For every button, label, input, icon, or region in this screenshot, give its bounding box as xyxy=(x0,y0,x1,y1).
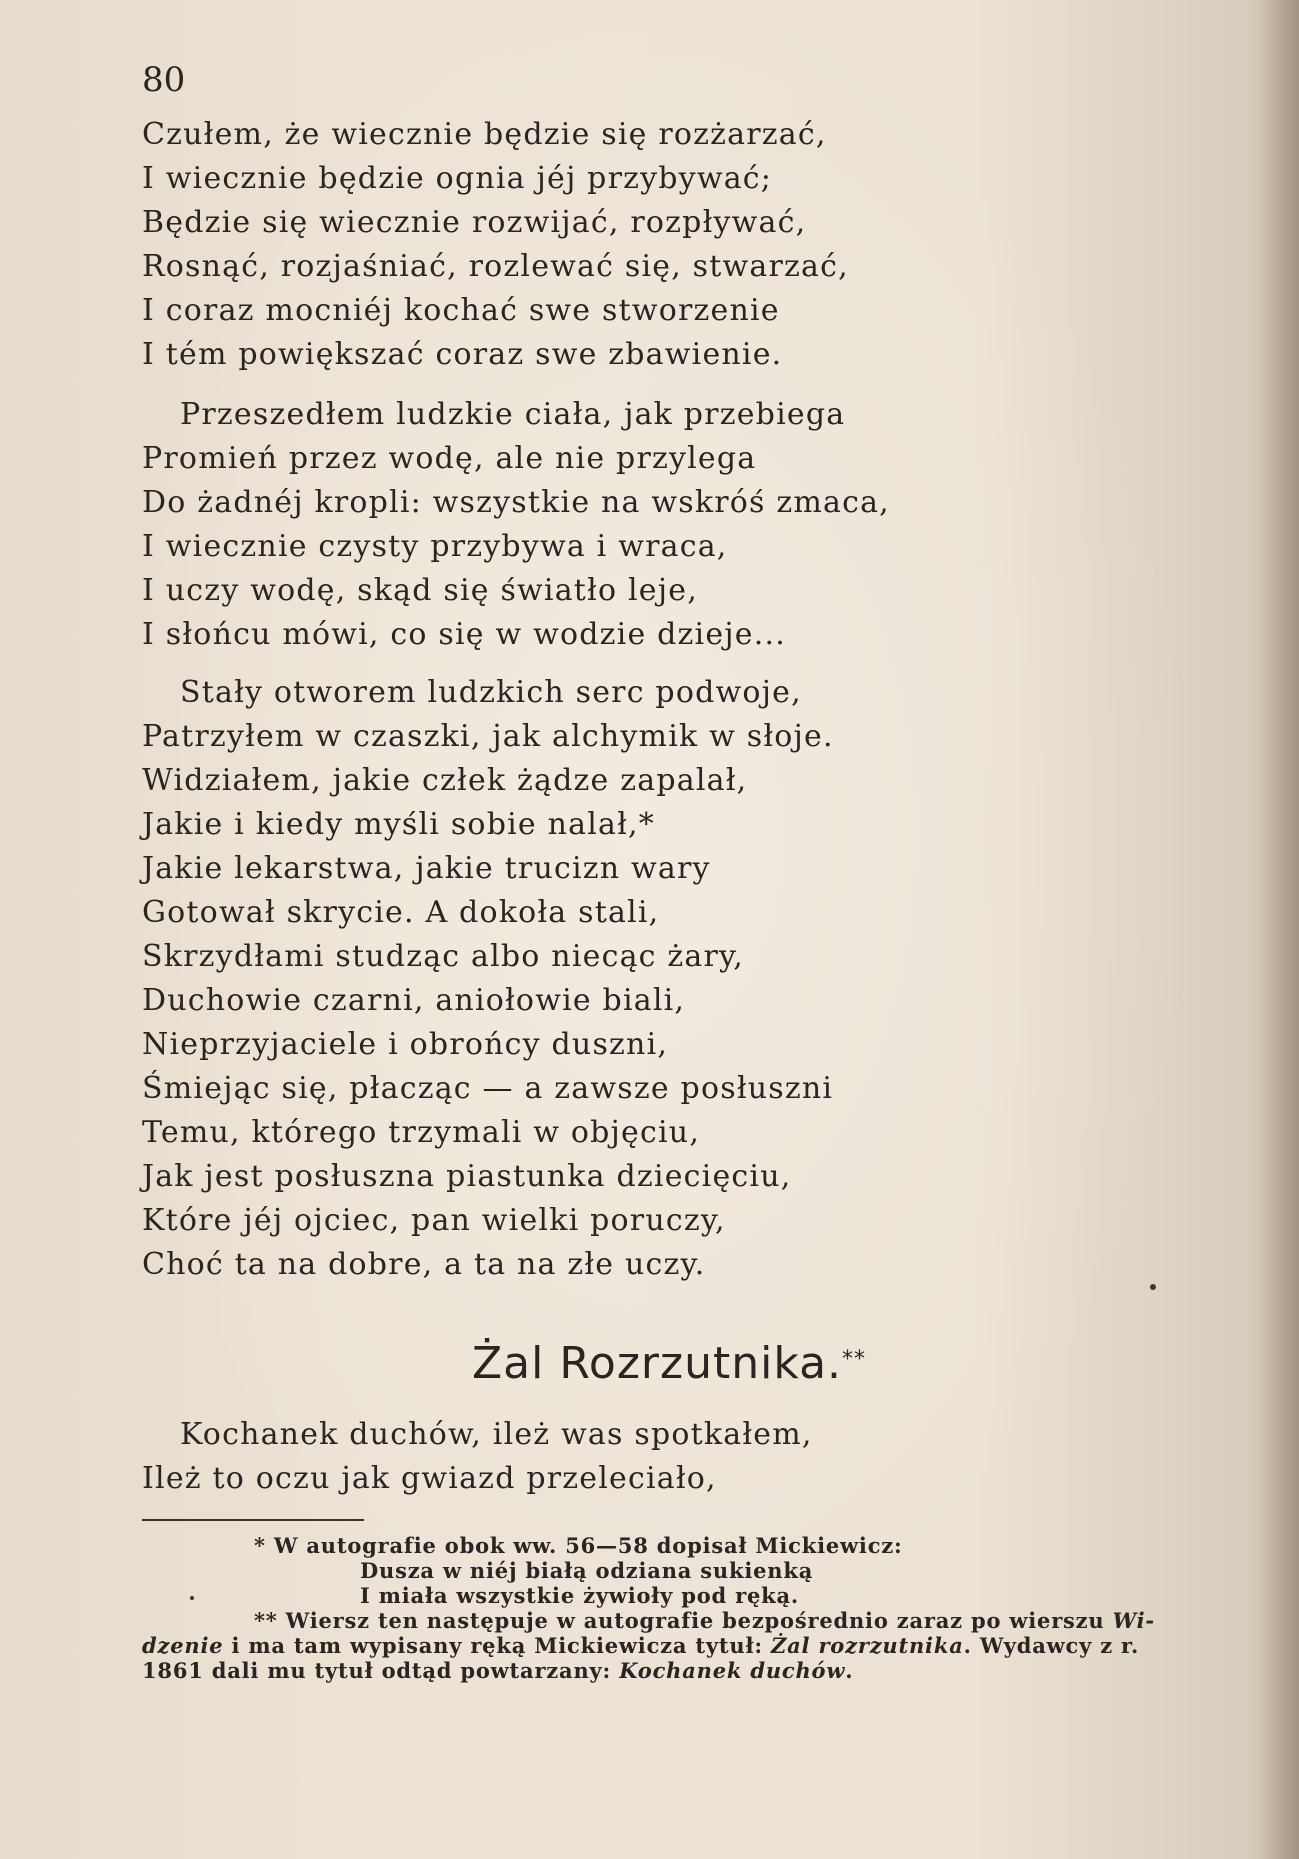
verse-line: Temu, którego trzymali w objęciu, xyxy=(142,1115,701,1150)
verse-line: I tém powiększać coraz swe zbawienie. xyxy=(142,337,783,372)
footnote-text: ** Wiersz ten następuje w autografie bezpośrednio zaraz po wierszu xyxy=(254,1608,1113,1633)
footnote-marker: ** xyxy=(842,1347,867,1372)
verse-line: Patrzyłem w czaszki, jak alchymik w słoje. xyxy=(142,719,834,754)
footnote-quote-line: Dusza w niéj białą odziana sukienką xyxy=(360,1558,814,1583)
verse-line: Które jéj ojciec, pan wielki poruczy, xyxy=(142,1203,726,1238)
page-edge-shadow xyxy=(1259,0,1299,1859)
poem-title xyxy=(472,1336,866,1392)
verse-line: Nieprzyjaciele i obrońcy duszni, xyxy=(142,1027,669,1062)
stanza-3 xyxy=(142,671,834,1287)
footnote-text: 1861 dali mu tytuł odtąd powtarzany: xyxy=(142,1658,620,1683)
footnote-text: . xyxy=(845,1658,854,1683)
footnote-italic: Wi- xyxy=(1112,1608,1155,1633)
verse-line: Przeszedłem ludzkie ciała, jak przebiega xyxy=(180,397,846,432)
footnote-1: * W autografie obok ww. 56—58 dopisał Mickiewicz: xyxy=(254,1533,903,1558)
verse-line: Promień przez wodę, ale nie przylega xyxy=(142,441,757,476)
verse-line: Gotował skrycie. A dokoła stali, xyxy=(142,895,660,930)
footnote-quote-line: I miała wszystkie żywioły pod ręką. xyxy=(360,1583,800,1608)
verse-line: I coraz mocniéj kochać swe stworzenie xyxy=(142,293,780,328)
poem-opening-stanza xyxy=(142,1413,813,1501)
footnote-italic: dzenie xyxy=(142,1633,224,1658)
poem-title-text: Żal Rozrzutnika. xyxy=(472,1338,843,1389)
verse-line: Będzie się wiecznie rozwijać, rozpływać, xyxy=(142,205,807,240)
footnote-2-line xyxy=(142,1658,1252,1683)
verse-line: Do żadnéj kropli: wszystkie na wskróś zmaca, xyxy=(142,485,890,520)
verse-line: Śmiejąc się, płacząc — a zawsze posłuszni xyxy=(142,1071,834,1106)
verse-line: Widziałem, jakie człek żądze zapalał, xyxy=(142,763,748,798)
footnote-italic: Kochanek duchów xyxy=(619,1658,846,1683)
verse-line: I wiecznie będzie ognia jéj przybywać; xyxy=(142,161,773,196)
verse-line: Kochanek duchów, ileż was spotkałem, xyxy=(180,1417,813,1452)
footnote-rule xyxy=(142,1519,364,1521)
verse-line: I wiecznie czysty przybywa i wraca, xyxy=(142,529,728,564)
footnotes xyxy=(142,1533,1252,1683)
footnote-text: i ma tam wypisany ręką Mickiewicza tytuł: xyxy=(223,1633,772,1658)
verse-line: Czułem, że wiecznie będzie się rozżarzać, xyxy=(142,117,827,152)
footnote-text: . Wydawcy z r. xyxy=(963,1633,1140,1658)
verse-line: Choć ta na dobre, a ta na złe uczy. xyxy=(142,1247,706,1282)
verse-line: Duchowie czarni, aniołowie biali, xyxy=(142,983,686,1018)
verse-line: Skrzydłami studząc albo niecąc żary, xyxy=(142,939,744,974)
footnote-italic: Żal rozrzutnika xyxy=(771,1633,964,1658)
verse-line: Jakie lekarstwa, jakie trucizn wary xyxy=(142,851,711,886)
print-speck xyxy=(190,1596,194,1600)
verse-line: I uczy wodę, skąd się światło leje, xyxy=(142,573,698,608)
verse-line: Ileż to oczu jak gwiazd przeleciało, xyxy=(142,1461,717,1496)
stanza-1 xyxy=(142,113,849,377)
verse-line: Jakie i kiedy myśli sobie nalał,* xyxy=(142,807,655,842)
stanza-2 xyxy=(142,393,890,657)
page-number: 80 xyxy=(142,60,186,100)
verse-line: Jak jest posłuszna piastunka dziecięciu, xyxy=(142,1159,792,1194)
verse-line: I słońcu mówi, co się w wodzie dzieje... xyxy=(142,617,786,652)
footnote-2-line xyxy=(142,1608,1252,1633)
print-speck xyxy=(1150,1284,1156,1290)
footnote-2-line xyxy=(142,1633,1252,1658)
verse-line: Stały otworem ludzkich serc podwoje, xyxy=(180,675,802,710)
verse-line: Rosnąć, rozjaśniać, rozlewać się, stwarzać, xyxy=(142,249,849,284)
